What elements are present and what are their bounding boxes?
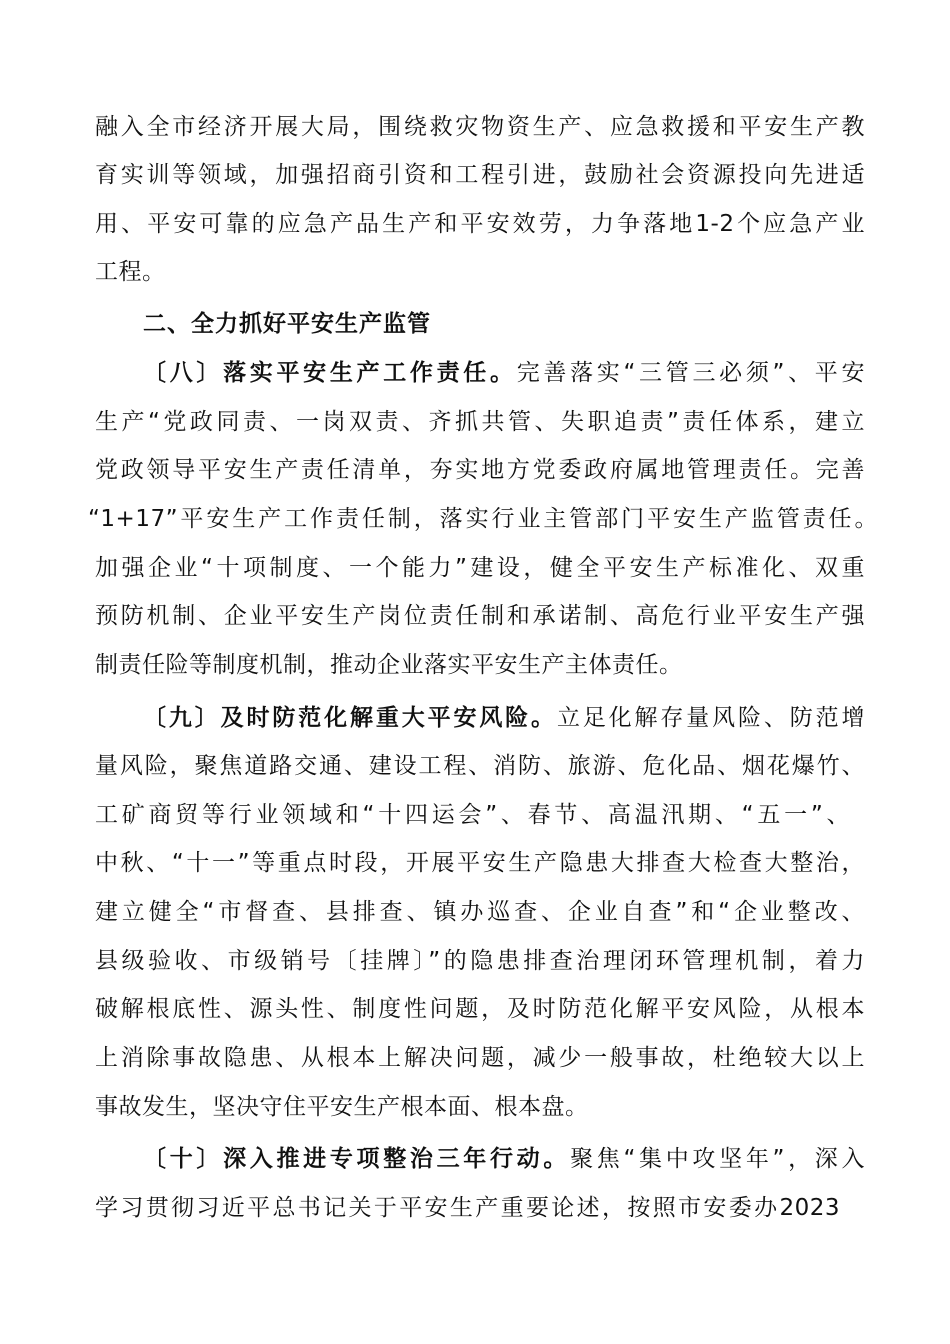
- item-9-first-rest: 立足化解存量风险、防范增: [556, 705, 866, 731]
- item-9-line-7: 破解根底性、源头性、制度性问题，及时防范化解平安风险，从根本: [95, 996, 865, 1022]
- item-10-line-2: 学习贯彻习近平总书记关于平安生产重要论述，按照市安委办2023: [95, 1195, 840, 1221]
- item-9-line-2: 量风险，聚焦道路交通、建设工程、消防、旅游、危化品、烟花爆竹、: [95, 753, 865, 779]
- intro-line-2: 育实训等领域，加强招商引资和工程引进，鼓励社会资源投向先进适: [95, 162, 865, 188]
- item-9-line-5: 建立健全“市督查、县排查、镇办巡查、企业自查”和“企业整改、: [95, 899, 865, 925]
- item-9-line-9: 事故发生，坚决守住平安生产根本面、根本盘。: [95, 1094, 589, 1120]
- item-8-lead: 〔八〕落实平安生产工作责任。: [143, 360, 517, 386]
- section-heading: 二、全力抓好平安生产监管: [143, 311, 431, 337]
- item-8-line-7: 制责任险等制度机制，推动企业落实平安生产主体责任。: [95, 652, 683, 678]
- item-9-line-8: 上消除事故隐患、从根本上解决问题，减少一般事故，杜绝较大以上: [95, 1045, 865, 1071]
- item-10-first-line: [143, 1144, 865, 1174]
- item-9-lead: 〔九〕及时防范化解重大平安风险。: [143, 705, 557, 731]
- item-8-line-3: 党政领导平安生产责任清单，夯实地方党委政府属地管理责任。完善: [95, 457, 865, 483]
- item-8-line-6: 预防机制、企业平安生产岗位责任制和承诺制、高危行业平安生产强: [95, 603, 865, 629]
- item-9-first-line: [143, 703, 865, 733]
- item-8-line-4: “1+17”平安生产工作责任制，落实行业主管部门平安生产监管责任。: [88, 506, 878, 532]
- item-8-first-rest: 完善落实“三管三必须”、平安: [516, 360, 866, 386]
- item-9-line-3: 工矿商贸等行业领域和“十四运会”、春节、高温汛期、“五一”、: [95, 802, 850, 828]
- intro-line-3: 用、平安可靠的应急产品生产和平安效劳，力争落地1-2个应急产业: [95, 211, 865, 237]
- item-9-line-4: 中秋、“十一”等重点时段，开展平安生产隐患大排查大检查大整治，: [95, 850, 865, 876]
- item-10-first-rest: 聚焦“集中攻坚年”，深入: [570, 1146, 865, 1172]
- item-8-first-line: [143, 358, 865, 388]
- item-9-line-6: 县级验收、市级销号〔挂牌〕”的隐患排查治理闭环管理机制，着力: [95, 948, 865, 974]
- intro-line-1: 融入全市经济开展大局，围绕救灾物资生产、应急救援和平安生产教: [95, 114, 865, 140]
- intro-line-4: 工程。: [95, 259, 166, 285]
- item-8-line-2: 生产“党政同责、一岗双责、齐抓共管、失职追责”责任体系，建立: [95, 409, 865, 435]
- item-10-lead: 〔十〕深入推进专项整治三年行动。: [143, 1146, 571, 1172]
- item-8-line-5: 加强企业“十项制度、一个能力”建设，健全平安生产标准化、双重: [95, 555, 865, 581]
